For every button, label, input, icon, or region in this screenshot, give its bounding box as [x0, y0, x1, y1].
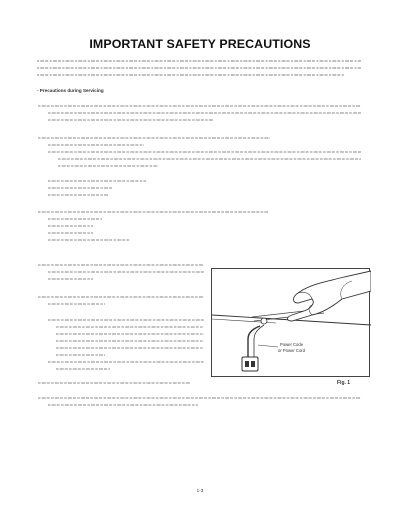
section-heading: - Precautions during Servicing: [37, 88, 104, 93]
page-title: IMPORTANT SAFETY PRECAUTIONS: [89, 37, 311, 51]
figure-1-illustration: [211, 268, 370, 377]
hand-plug-illustration: [212, 269, 371, 378]
figure-label: Fig. 1: [337, 380, 351, 386]
page-number: 1-3: [196, 488, 204, 493]
callout-line-2: or Power Cord: [278, 348, 305, 353]
callout-line-1: Power Code: [280, 342, 304, 347]
